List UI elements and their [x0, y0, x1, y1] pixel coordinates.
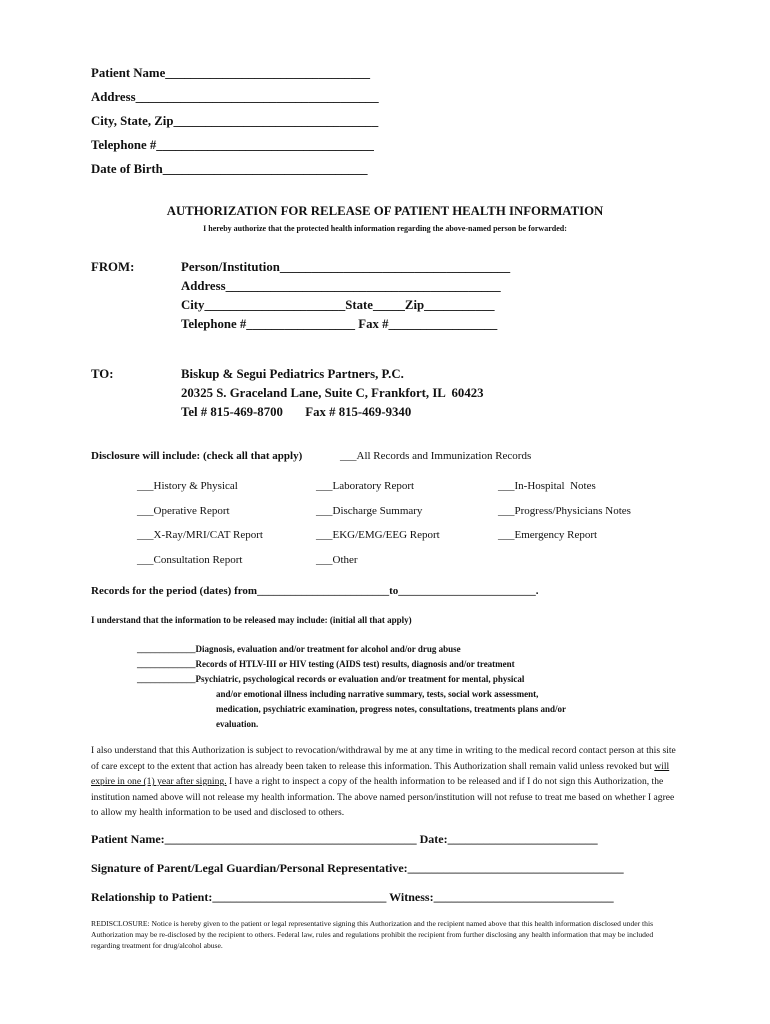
initial-item[interactable]: _____________Records of HTLV-III or HIV testing (AIDS test) results, diagnosis and/or treatment — [137, 659, 515, 669]
signature-patient-name-date-field[interactable]: Patient Name:__________________________________________ Date:_________________________ — [91, 832, 598, 846]
address-field[interactable]: Address______________________________________ — [91, 90, 379, 104]
from-address-field[interactable]: Address___________________________________________ — [181, 279, 501, 293]
disclosure-item[interactable]: ___Progress/Physicians Notes — [498, 505, 631, 517]
disclosure-item[interactable]: ___In-Hospital Notes — [498, 480, 596, 492]
disclosure-item[interactable]: ___History & Physical — [137, 480, 238, 492]
disclosure-item[interactable]: ___Laboratory Report — [316, 480, 415, 492]
revocation-expiry-text: will expire in one (1) year after signing. — [91, 760, 670, 788]
initial-item-continuation: and/or emotional illness including narrative summary, tests, social work assessment, — [216, 689, 539, 699]
understand-label: I understand that the information to be released may include: (initial all that apply) — [91, 615, 412, 625]
initial-item[interactable]: _____________Psychiatric, psychological records or evaluation and/or treatment for mental, physical — [137, 674, 525, 684]
city-state-zip-field[interactable]: City, State, Zip________________________________ — [91, 114, 379, 128]
initial-item-continuation: medication, psychiatric examination, progress notes, consultations, treatments plans and/or — [216, 704, 567, 714]
disclosure-item[interactable]: ___Operative Report — [137, 505, 230, 517]
disclosure-item[interactable]: ___EKG/EMG/EEG Report — [316, 529, 440, 541]
from-tel-fax-field[interactable]: Telephone #_________________ Fax #_________________ — [181, 317, 498, 331]
to-practice-name: Biskup & Segui Pediatrics Partners, P.C. — [181, 367, 404, 381]
disclosure-item[interactable]: ___Emergency Report — [498, 529, 598, 541]
redisclosure-notice: REDISCLOSURE: Notice is hereby given to the patient or legal representative signing this Authorization and the recipient named above that this health information disclosed under this Authorization may be re-disclosed by the recipient to others. Federal law, rules and regulations prohibit the recipient from further disclosing any health information that may be included regarding treatment for drug/alcohol abuse. — [91, 919, 654, 951]
disclosure-item[interactable]: ___Consultation Report — [137, 554, 243, 566]
revocation-paragraph — [91, 743, 676, 821]
date-of-birth-field[interactable]: Date of Birth________________________________ — [91, 162, 368, 176]
initial-item-continuation: evaluation. — [216, 719, 259, 729]
revocation-text: I also understand that this Authorization is subject to revocation/withdrawal by me at any time in writing to the medical record contact person at this site of care except to the extent that action has already been taken to release this information. This Authorization shall remain valid unless revoked but — [91, 745, 676, 772]
document-subtitle: I hereby authorize that the protected health information regarding the above-named person be forwarded: — [203, 224, 567, 233]
disclosure-label: Disclosure will include: (check all that apply) — [91, 450, 303, 462]
signature-guardian-field[interactable]: Signature of Parent/Legal Guardian/Personal Representative:____________________________________ — [91, 861, 624, 875]
disclosure-item[interactable]: ___Other — [316, 554, 358, 566]
to-practice-address: 20325 S. Graceland Lane, Suite C, Frankfort, IL 60423 — [181, 386, 484, 400]
to-label: TO: — [91, 367, 114, 381]
document-title: AUTHORIZATION FOR RELEASE OF PATIENT HEALTH INFORMATION — [166, 204, 604, 218]
to-practice-tel-fax: Tel # 815-469-8700 Fax # 815-469-9340 — [181, 405, 412, 419]
disclosure-all-records[interactable]: ___All Records and Immunization Records — [340, 450, 532, 462]
disclosure-item[interactable]: ___X-Ray/MRI/CAT Report — [137, 529, 263, 541]
relationship-witness-field[interactable]: Relationship to Patient:_____________________________ Witness:______________________________ — [91, 890, 614, 904]
disclosure-item[interactable]: ___Discharge Summary — [316, 505, 423, 517]
revocation-text: I have a right to inspect a copy of the health information to be released and if I do not sign this Authorization, the institution named above will not release my health information. The above named person/institution will not refuse to treat me based on whether I agree to allow my health information to be used and disclosed to others. — [91, 776, 675, 819]
records-period-field[interactable]: Records for the period (dates) from________________________to_________________________. — [91, 585, 539, 597]
from-person-field[interactable]: Person/Institution____________________________________ — [181, 260, 511, 274]
from-city-state-zip-field[interactable]: City______________________State_____Zip___________ — [181, 298, 495, 312]
initial-item[interactable]: _____________Diagnosis, evaluation and/or treatment for alcohol and/or drug abuse — [137, 644, 461, 654]
from-label: FROM: — [91, 260, 135, 274]
telephone-field[interactable]: Telephone #__________________________________ — [91, 138, 374, 152]
patient-name-field[interactable]: Patient Name________________________________ — [91, 66, 371, 80]
